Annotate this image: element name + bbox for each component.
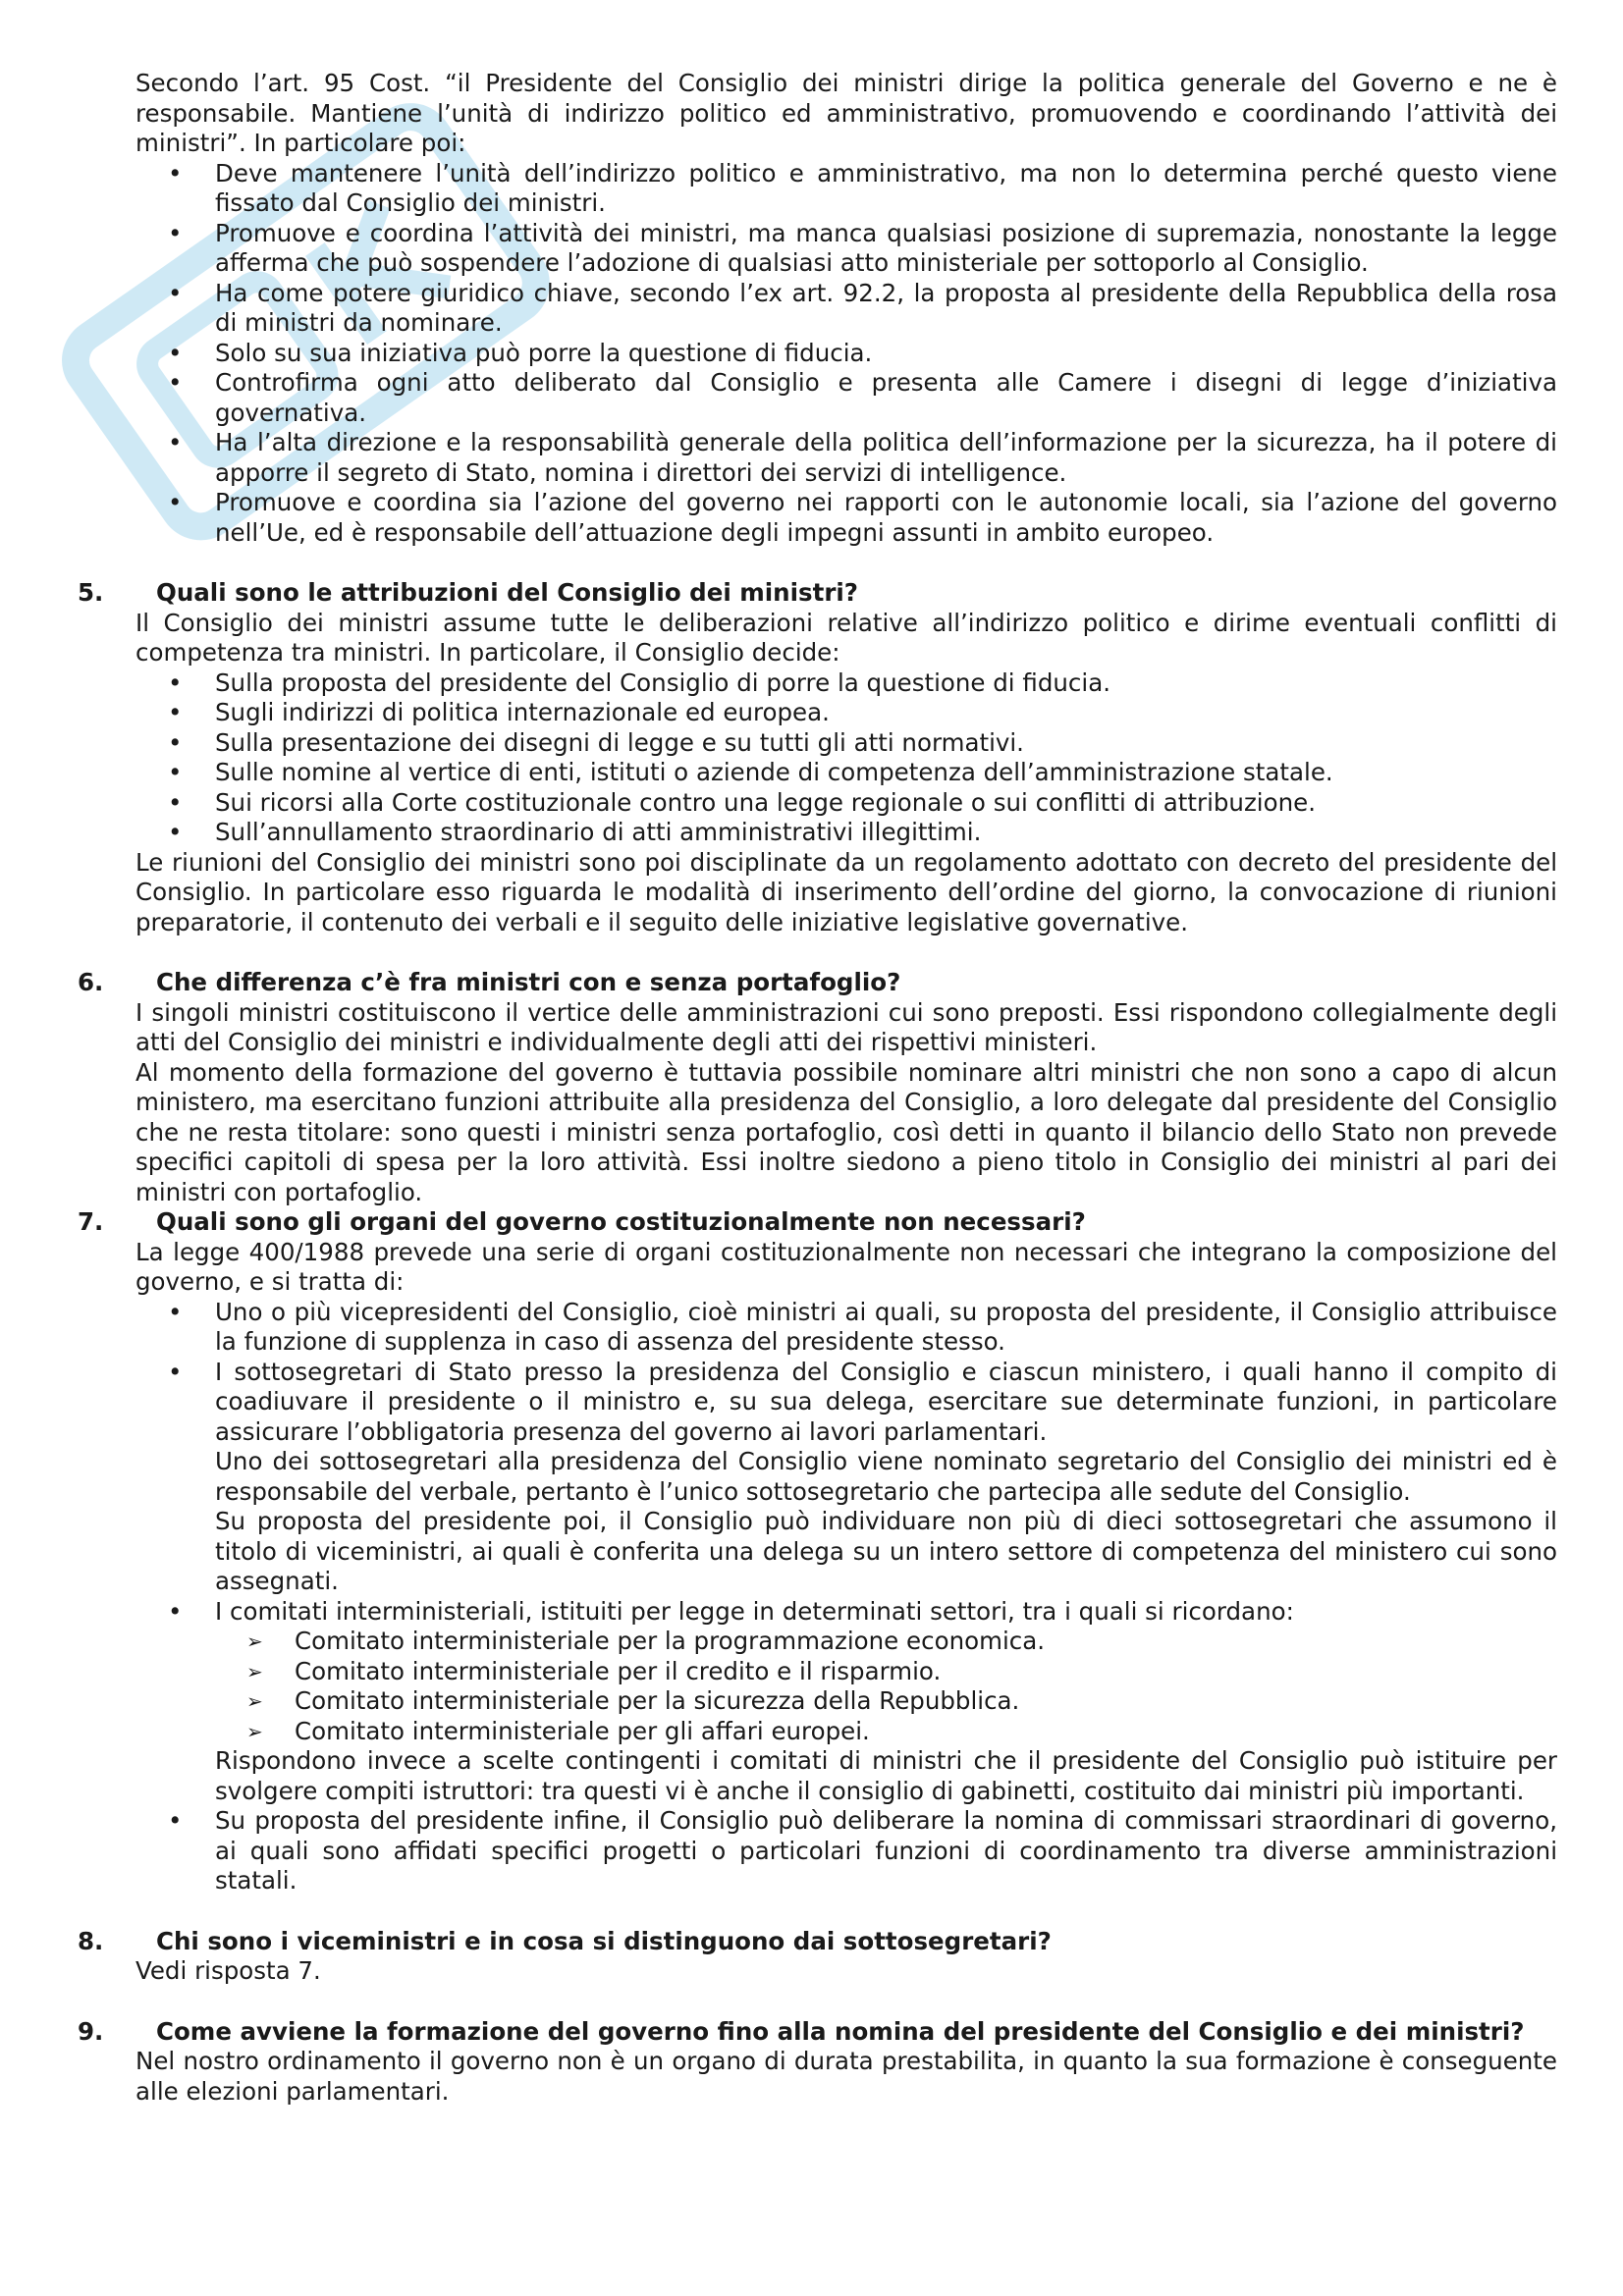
q9-answer-paragraph: Nel nostro ordinamento il governo non è un organo di durata prestabilita, in quanto la sua formazione è conseguente alle elezioni parlamentari. xyxy=(135,2047,1557,2106)
list-item xyxy=(135,1597,1557,1807)
question-number: 7. xyxy=(78,1207,104,1236)
list-item: • Ha l’alta direzione e la responsabilità generale della politica dell’informazione per la sicurezza, ha il potere di apporre il segreto di Stato, nomina i direttori dei servizi di intelligence. xyxy=(135,428,1557,488)
question-7-heading xyxy=(78,1207,1557,1238)
list-item: • Su proposta del presidente infine, il Consiglio può deliberare la nomina di commissari straordinari di governo, ai quali sono affidati specifici progetti o particolari funzioni di coordinamento tra diverse amministrazioni statali. xyxy=(135,1806,1557,1896)
list-item: • Sugli indirizzi di politica internazionale ed europea. xyxy=(135,698,1557,728)
document-page xyxy=(78,69,1557,2107)
list-item: • Sulla proposta del presidente del Consiglio di porre la questione di fiducia. xyxy=(135,668,1557,699)
list-item: • Ha come potere giuridico chiave, secondo l’ex art. 92.2, la proposta al presidente della Repubblica della rosa di ministri da nominare. xyxy=(135,279,1557,339)
question-text: Che differenza c’è fra ministri con e senza portafoglio? xyxy=(156,968,901,996)
question-number: 9. xyxy=(78,2016,104,2046)
list-item xyxy=(135,1358,1557,1597)
committee-item: ➢ Comitato interministeriale per il credito e il risparmio. xyxy=(215,1657,1557,1687)
list-item: • Sulle nomine al vertice di enti, istituti o aziende di competenza dell’amministrazione statale. xyxy=(135,758,1557,788)
question-text: Come avviene la formazione del governo fino alla nomina del presidente del Consiglio e dei ministri? xyxy=(156,2016,1525,2046)
list-item: • Deve mantenere l’unità dell’indirizzo politico e amministrativo, ma non lo determina perché questo viene fissato dal Consiglio dei ministri. xyxy=(135,159,1557,219)
list-item-text: • I sottosegretari di Stato presso la presidenza del Consiglio e ciascun ministero, i quali hanno il compito di coadiuvare il presidente o il ministro e, su sua delega, esercitare sue determinate funzioni, in particolare assicurare l’obbligatoria presenza del governo ai lavori parlamentari. xyxy=(215,1357,1557,1446)
committee-item: ➢ Comitato interministeriale per gli affari europei. xyxy=(215,1717,1557,1747)
question-number: 5. xyxy=(78,578,104,607)
q5-answer-paragraph-2: Le riunioni del Consiglio dei ministri sono poi disciplinate da un regolamento adottato con decreto del presidente del Consiglio. In particolare esso riguarda le modalità di inserimento dell’ordine del giorno, la convocazione di riunioni preparatorie, il contenuto dei verbali e il seguito delle iniziative legislative governative. xyxy=(135,847,1557,936)
question-text: Quali sono le attribuzioni del Consiglio dei ministri? xyxy=(156,578,859,607)
question-5-heading xyxy=(78,578,1557,609)
list-item: • Solo su sua iniziativa può porre la questione di fiducia. xyxy=(135,339,1557,369)
q8-answer-paragraph: Vedi risposta 7. xyxy=(135,1956,321,1985)
list-item-text: Su proposta del presidente poi, il Consiglio può individuare non più di dieci sottosegretari che assumono il titolo di viceministri, ai quali è conferita una delega su un intero settore di competenza del ministero cui sono assegnati. xyxy=(215,1507,1557,1595)
question-number: 6. xyxy=(78,968,104,996)
list-item: • Promuove e coordina sia l’azione del governo nei rapporti con le autonomie locali, sia l’azione del governo nell’Ue, ed è responsabile dell’attuazione degli impegni assunti in ambito europeo. xyxy=(135,488,1557,548)
q5-answer-paragraph: Il Consiglio dei ministri assume tutte le deliberazioni relative all’indirizzo politico e dirime eventuali conflitti di competenza tra ministri. In particolare, il Consiglio decide: xyxy=(135,608,1557,667)
q5-bullet-list xyxy=(135,668,1557,848)
list-item: • Sui ricorsi alla Corte costituzionale contro una legge regionale o sui conflitti di attribuzione. xyxy=(135,788,1557,819)
question-6-heading xyxy=(78,968,1557,998)
question-number: 8. xyxy=(78,1926,104,1955)
intro-bullet-list xyxy=(135,159,1557,549)
q7-bullet-list xyxy=(135,1298,1557,1896)
q6-answer-paragraph-2: Al momento della formazione del governo è tuttavia possibile nominare altri ministri che non sono a capo di alcun ministero, ma esercitano funzioni attribuite alla presidenza del Consiglio, a loro delegate dal presidente del Consiglio che ne resta titolare: sono questi i ministri senza portafoglio, così detti in quanto il bilancio dello Stato non prevede specifici capitoli di spesa per la loro attività. Essi inoltre siedono a pieno titolo in Consiglio dei ministri al pari dei ministri con portafoglio. xyxy=(135,1057,1557,1206)
question-text: Quali sono gli organi del governo costituzionalmente non necessari? xyxy=(156,1207,1086,1236)
list-item: • Uno o più vicepresidenti del Consiglio, cioè ministri ai quali, su proposta del presidente, il Consiglio attribuisce la funzione di supplenza in caso di assenza del presidente stesso. xyxy=(135,1298,1557,1358)
list-item: • Promuove e coordina l’attività dei ministri, ma manca qualsiasi posizione di supremazia, nonostante la legge afferma che può sospendere l’adozione di qualsiasi atto ministeriale per sottoporlo al Consiglio. xyxy=(135,219,1557,279)
list-item-text: Uno dei sottosegretari alla presidenza del Consiglio viene nominato segretario del Consiglio dei ministri ed è responsabile del verbale, pertanto è l’unico sottosegretario che partecipa alle sedute del Consiglio. xyxy=(215,1447,1557,1506)
committee-item: ➢ Comitato interministeriale per la sicurezza della Repubblica. xyxy=(215,1686,1557,1717)
intro-paragraph: Secondo l’art. 95 Cost. “il Presidente del Consiglio dei ministri dirige la politica generale del Governo e ne è responsabile. Mantiene l’unità di indirizzo politico ed amministrativo, promuovendo e coordinando l’attività dei ministri”. In particolare poi: xyxy=(135,69,1557,157)
question-8-heading xyxy=(78,1926,1557,1957)
question-text: Chi sono i viceministri e in cosa si distinguono dai sottosegretari? xyxy=(156,1926,1052,1955)
q7-answer-paragraph: La legge 400/1988 prevede una serie di organi costituzionalmente non necessari che integrano la composizione del governo, e si tratta di: xyxy=(135,1237,1557,1296)
list-item-text: • I comitati interministeriali, istituiti per legge in determinati settori, tra i quali si ricordano: xyxy=(215,1596,1294,1626)
committee-item: ➢ Comitato interministeriale per la programmazione economica. xyxy=(215,1627,1557,1657)
list-item: • Sulla presentazione dei disegni di legge e su tutti gli atti normativi. xyxy=(135,728,1557,759)
question-9-heading xyxy=(78,2016,1557,2048)
q6-answer-paragraph: I singoli ministri costituiscono il vertice delle amministrazioni cui sono preposti. Essi rispondono collegialmente degli atti del Consiglio dei ministri e individualmente degli atti dei rispettivi ministeri. xyxy=(135,997,1557,1056)
committee-list xyxy=(215,1627,1557,1746)
list-item: • Controfirma ogni atto deliberato dal Consiglio e presenta alle Camere i disegni di legge d’iniziativa governativa. xyxy=(135,368,1557,428)
list-item: • Sull’annullamento straordinario di atti amministrativi illegittimi. xyxy=(135,818,1557,848)
list-item-text: Rispondono invece a scelte contingenti i comitati di ministri che il presidente del Consiglio può istituire per svolgere compiti istruttori: tra questi vi è anche il consiglio di gabinetti, costituito dai ministri più importanti. xyxy=(215,1746,1557,1805)
